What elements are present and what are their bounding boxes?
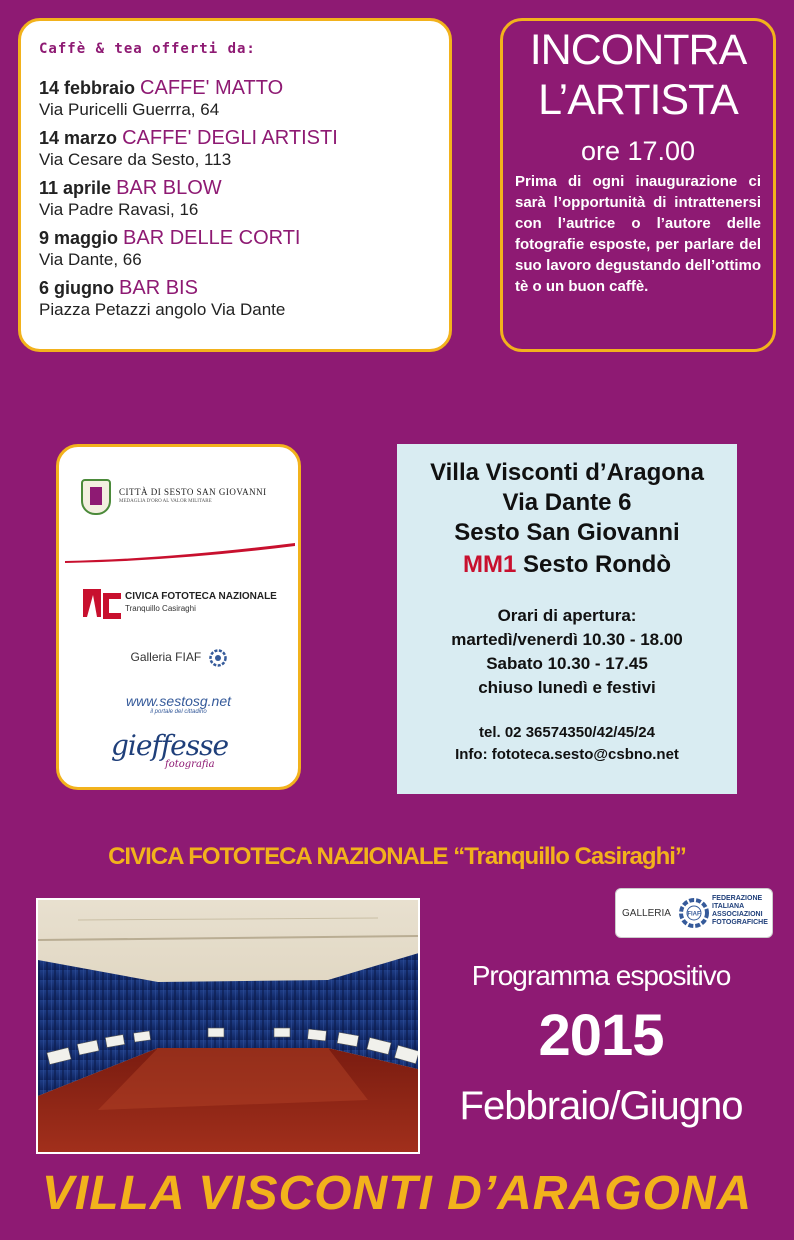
city-crest-icon xyxy=(81,479,111,515)
venue-name: CAFFE' DEGLI ARTISTI xyxy=(122,127,338,149)
venue-name: CAFFE' MATTO xyxy=(140,77,284,99)
venue-date: 14 febbraio xyxy=(39,78,136,98)
venue-street: Via Dante 6 xyxy=(502,489,632,516)
venue-address: Via Cesare da Sesto, 113 xyxy=(39,150,232,169)
website-link[interactable]: www.sestosg.net xyxy=(125,693,232,709)
venue-name: BAR BIS xyxy=(119,277,198,299)
metro-stop: Sesto Rondò xyxy=(523,551,671,578)
venue-name: BAR BLOW xyxy=(116,177,222,199)
meet-artist-card xyxy=(500,18,776,352)
civica-fototeca-title: CIVICA FOTOTECA NAZIONALE “Tranquillo Casiraghi” xyxy=(108,843,686,870)
gieffesse-name: gieffesse xyxy=(111,729,229,762)
meet-artist-description: Prima di ogni inaugurazione ci sarà l’opportunità di intrattenersi con l’autrice o l’autore delle fotografie esposte, per parlare del suo lavoro degustando dell’ottimo tè o un buon caffè. xyxy=(515,173,761,295)
venue-info-box xyxy=(397,444,737,794)
gieffesse-logo xyxy=(111,729,298,770)
venue-date: 6 giugno xyxy=(39,278,114,298)
gallery-room-image xyxy=(38,900,420,1154)
venue-item xyxy=(39,127,431,171)
venue-date: 14 marzo xyxy=(39,128,118,148)
website-subtitle: il portale del cittadino xyxy=(150,709,207,715)
venue-item xyxy=(39,177,431,221)
hours-weekdays: martedì/venerdì 10.30 - 18.00 xyxy=(451,630,683,649)
meet-artist-time: ore 17.00 xyxy=(580,136,696,166)
opening-hours xyxy=(397,604,737,700)
venue-address: Via Dante, 66 xyxy=(39,250,142,269)
venue-item xyxy=(39,277,431,321)
venue-date: 9 maggio xyxy=(39,228,119,248)
city-name: CITTÀ DI SESTO SAN GIOVANNI xyxy=(119,487,267,497)
contact-info xyxy=(397,722,737,766)
venue-name: Villa Visconti d’Aragona xyxy=(430,459,704,486)
website-logo[interactable] xyxy=(59,693,298,715)
city-subtitle: MEDAGLIA D'ORO AL VALOR MILITARE xyxy=(119,499,212,504)
email-address[interactable]: Info: fototeca.sesto@csbno.net xyxy=(455,746,679,763)
fiaf-ring-text: FIAF xyxy=(687,911,701,918)
fototeca-mark-icon xyxy=(83,583,123,623)
venue-city: Sesto San Giovanni xyxy=(454,519,680,546)
gieffesse-subtitle: fotografia xyxy=(165,759,215,770)
fiaf-badge xyxy=(615,888,773,938)
metro-line: MM1 xyxy=(462,551,517,578)
villa-title: VILLA VISCONTI D’ARAGONA xyxy=(41,1167,753,1220)
program-period: Febbraio/Giugno xyxy=(459,1084,743,1128)
meet-artist-title-line2: L’ARTISTA xyxy=(538,76,738,124)
venue-address: Via Padre Ravasi, 16 xyxy=(39,200,199,219)
sponsor-logos-card xyxy=(56,444,301,790)
venue-item xyxy=(39,77,431,121)
program-year: 2015 xyxy=(538,1003,664,1068)
fiaf-galleria-label: GALLERIA xyxy=(622,908,671,919)
venue-address: Via Puricelli Guerrra, 64 xyxy=(39,100,220,119)
metro-info xyxy=(397,548,737,582)
meet-artist-title-line1: INCONTRA xyxy=(529,26,747,74)
gallery-photo xyxy=(36,898,420,1154)
red-swoosh-icon xyxy=(65,543,295,563)
hours-closed: chiuso lunedì e festivi xyxy=(478,678,656,697)
galleria-fiaf-logo xyxy=(59,649,298,667)
hours-title: Orari di apertura: xyxy=(497,606,637,625)
venue-address: Piazza Petazzi angolo Via Dante xyxy=(39,300,286,319)
coffee-heading: Caffè & tea offerti da: xyxy=(39,41,256,57)
fiaf-ring-icon xyxy=(678,897,710,929)
fototeca-subtitle: Tranquillo Casiraghi xyxy=(125,604,196,613)
venue-name: BAR DELLE CORTI xyxy=(123,227,301,249)
venue-date: 11 aprile xyxy=(39,178,112,198)
program-label: Programma espositivo xyxy=(471,960,731,991)
fiaf-federation-name: FEDERAZIONE ITALIANA ASSOCIAZIONI FOTOGRAFICHE xyxy=(712,895,768,926)
phone-number[interactable]: tel. 02 36574350/42/45/24 xyxy=(479,724,655,741)
hours-saturday: Sabato 10.30 - 17.45 xyxy=(486,654,648,673)
galleria-label: Galleria FIAF xyxy=(130,650,202,665)
coffee-sponsors-card xyxy=(18,18,452,352)
fototeca-name: CIVICA FOTOTECA NAZIONALE xyxy=(125,591,277,602)
venue-item xyxy=(39,227,431,271)
fiaf-ring-icon xyxy=(209,649,227,667)
